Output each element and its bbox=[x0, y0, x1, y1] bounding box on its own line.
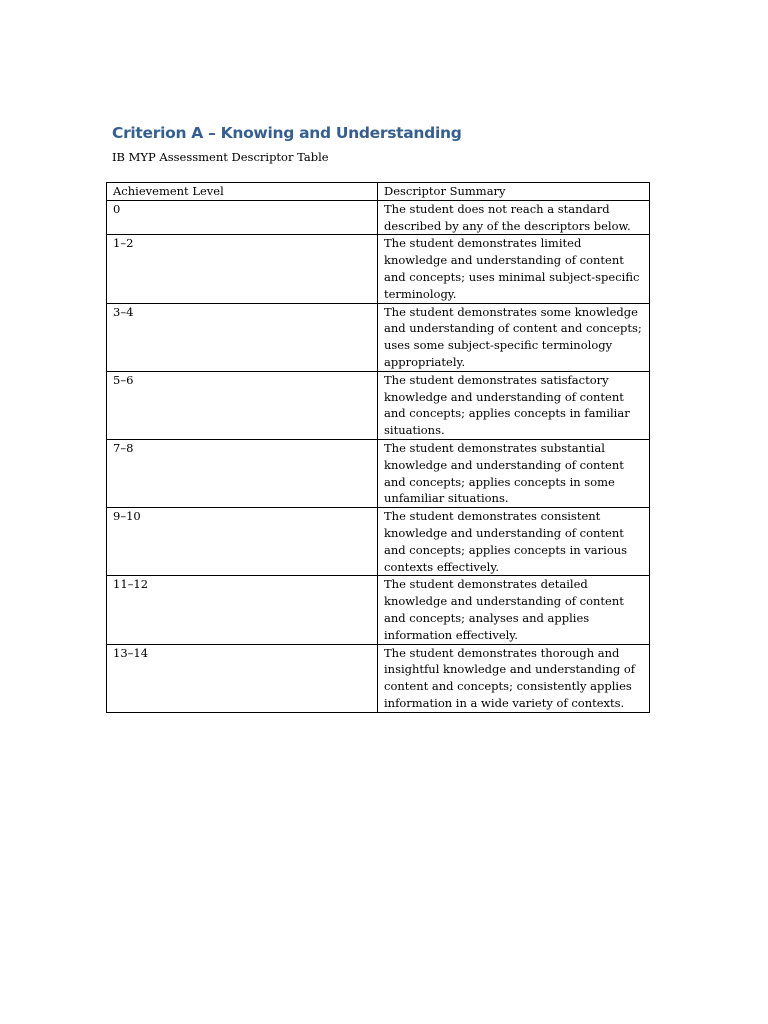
table-header-row bbox=[107, 183, 650, 201]
header-achievement-level: Achievement Level bbox=[107, 183, 378, 201]
achievement-level-cell: 0 bbox=[107, 200, 378, 235]
achievement-level-cell: 13–14 bbox=[107, 644, 378, 712]
table-row bbox=[107, 371, 650, 439]
table-row bbox=[107, 303, 650, 371]
achievement-level-cell: 11–12 bbox=[107, 576, 378, 644]
achievement-level-cell: 9–10 bbox=[107, 508, 378, 576]
table-row bbox=[107, 644, 650, 712]
table-row bbox=[107, 200, 650, 235]
achievement-level-cell: 5–6 bbox=[107, 371, 378, 439]
table-row bbox=[107, 508, 650, 576]
table-row bbox=[107, 439, 650, 507]
descriptor-cell: The student demonstrates some knowledge and understanding of content and concepts; uses some subject-specific terminology appropriately. bbox=[378, 303, 650, 371]
descriptor-cell: The student demonstrates satisfactory knowledge and understanding of content and concepts; applies concepts in familiar situations. bbox=[378, 371, 650, 439]
descriptor-cell: The student demonstrates detailed knowledge and understanding of content and concepts; analyses and applies information effectively. bbox=[378, 576, 650, 644]
achievement-level-cell: 3–4 bbox=[107, 303, 378, 371]
achievement-level-cell: 1–2 bbox=[107, 235, 378, 303]
document-subtitle: IB MYP Assessment Descriptor Table bbox=[112, 150, 329, 164]
achievement-level-cell: 7–8 bbox=[107, 439, 378, 507]
header-descriptor-summary: Descriptor Summary bbox=[378, 183, 650, 201]
descriptor-cell: The student does not reach a standard described by any of the descriptors below. bbox=[378, 200, 650, 235]
table-row bbox=[107, 576, 650, 644]
table-row bbox=[107, 235, 650, 303]
descriptor-cell: The student demonstrates substantial knowledge and understanding of content and concepts; applies concepts in some unfamiliar situations. bbox=[378, 439, 650, 507]
document-heading: Criterion A – Knowing and Understanding bbox=[112, 124, 462, 142]
descriptor-table bbox=[106, 182, 650, 713]
descriptor-cell: The student demonstrates limited knowledge and understanding of content and concepts; uses minimal subject-specific terminology. bbox=[378, 235, 650, 303]
descriptor-cell: The student demonstrates consistent knowledge and understanding of content and concepts; applies concepts in various contexts effectively. bbox=[378, 508, 650, 576]
descriptor-cell: The student demonstrates thorough and insightful knowledge and understanding of content and concepts; consistently applies information in a wide variety of contexts. bbox=[378, 644, 650, 712]
